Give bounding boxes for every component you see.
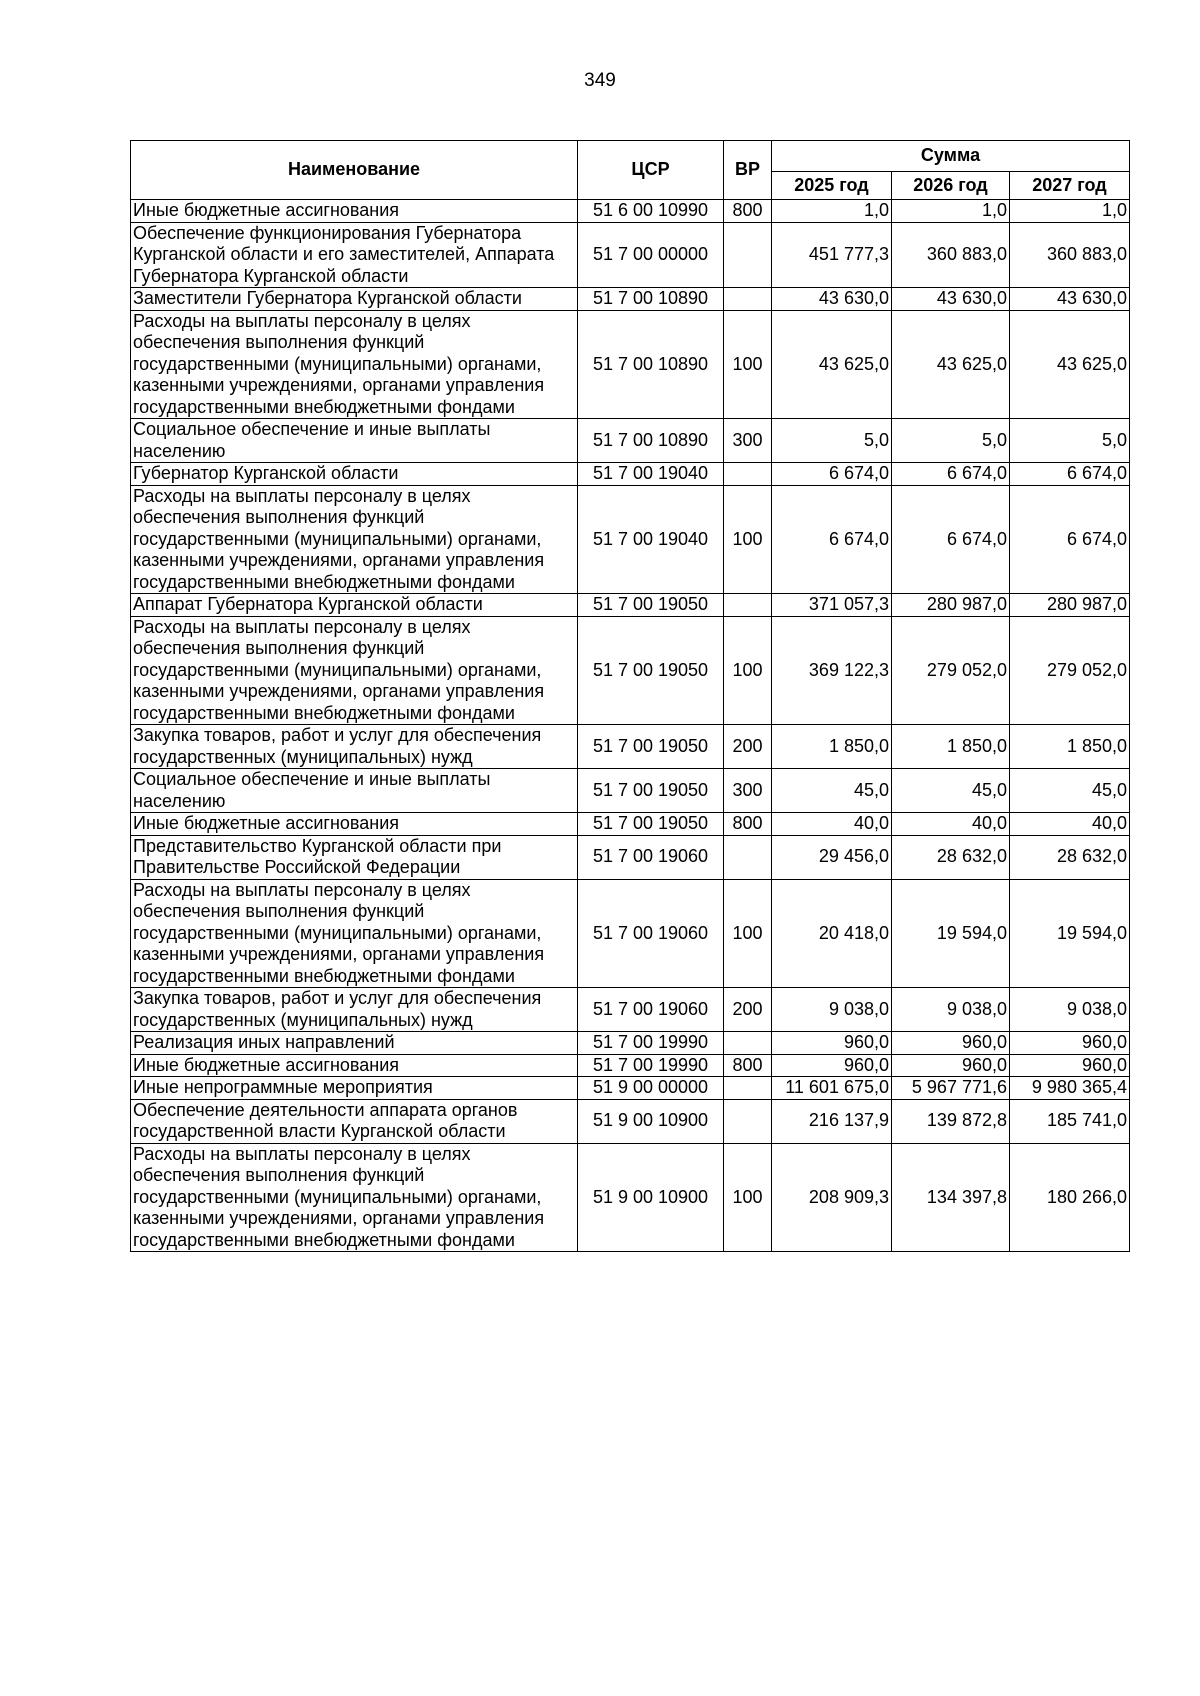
cell-csr: 51 7 00 19040 (578, 463, 724, 486)
cell-2025: 960,0 (772, 1032, 892, 1055)
header-sum: Сумма (772, 141, 1130, 172)
cell-name: Обеспечение деятельности аппарата органов государственной власти Курганской области (131, 1099, 578, 1143)
cell-name: Расходы на выплаты персоналу в целях обеспечения выполнения функций государственными (муниципальными) органами, казенными учреждениями, органами управления государственными внебюджетными фондами (131, 879, 578, 988)
cell-name: Социальное обеспечение и иные выплаты населению (131, 769, 578, 813)
cell-2025: 45,0 (772, 769, 892, 813)
cell-vr (724, 594, 772, 617)
cell-2026: 1,0 (892, 200, 1010, 223)
cell-2026: 5,0 (892, 419, 1010, 463)
budget-table (130, 140, 1130, 1252)
cell-name: Реализация иных направлений (131, 1032, 578, 1055)
table-row (131, 463, 1130, 486)
cell-2025: 960,0 (772, 1054, 892, 1077)
cell-vr: 300 (724, 769, 772, 813)
cell-2025: 1 850,0 (772, 725, 892, 769)
cell-vr: 800 (724, 1054, 772, 1077)
cell-2027: 28 632,0 (1010, 835, 1130, 879)
table-row (131, 1143, 1130, 1252)
cell-2025: 11 601 675,0 (772, 1077, 892, 1100)
table-row (131, 288, 1130, 311)
cell-2027: 45,0 (1010, 769, 1130, 813)
cell-2027: 43 625,0 (1010, 310, 1130, 419)
cell-2026: 43 630,0 (892, 288, 1010, 311)
cell-2025: 43 625,0 (772, 310, 892, 419)
cell-2025: 371 057,3 (772, 594, 892, 617)
cell-2026: 6 674,0 (892, 485, 1010, 594)
cell-2027: 960,0 (1010, 1032, 1130, 1055)
cell-name: Заместители Губернатора Курганской области (131, 288, 578, 311)
cell-csr: 51 7 00 10890 (578, 419, 724, 463)
cell-2026: 1 850,0 (892, 725, 1010, 769)
table-row (131, 200, 1130, 223)
cell-csr: 51 7 00 19050 (578, 616, 724, 725)
table-row (131, 1054, 1130, 1077)
cell-csr: 51 9 00 10900 (578, 1099, 724, 1143)
cell-vr (724, 1032, 772, 1055)
cell-vr: 200 (724, 725, 772, 769)
table-row (131, 310, 1130, 419)
cell-name: Расходы на выплаты персоналу в целях обеспечения выполнения функций государственными (муниципальными) органами, казенными учреждениями, органами управления государственными внебюджетными фондами (131, 485, 578, 594)
table-header (131, 141, 1130, 200)
cell-name: Аппарат Губернатора Курганской области (131, 594, 578, 617)
cell-2027: 960,0 (1010, 1054, 1130, 1077)
cell-csr: 51 9 00 00000 (578, 1077, 724, 1100)
table-row (131, 485, 1130, 594)
table-row (131, 988, 1130, 1032)
cell-2027: 40,0 (1010, 813, 1130, 836)
cell-csr: 51 6 00 10990 (578, 200, 724, 223)
cell-name: Иные бюджетные ассигнования (131, 1054, 578, 1077)
cell-vr (724, 463, 772, 486)
cell-name: Иные бюджетные ассигнования (131, 200, 578, 223)
page-number: 349 (584, 70, 616, 91)
table-row (131, 769, 1130, 813)
cell-vr: 100 (724, 310, 772, 419)
cell-2026: 28 632,0 (892, 835, 1010, 879)
cell-vr (724, 288, 772, 311)
table-row (131, 1032, 1130, 1055)
cell-vr (724, 222, 772, 288)
cell-name: Иные непрограммные мероприятия (131, 1077, 578, 1100)
cell-2025: 451 777,3 (772, 222, 892, 288)
cell-2027: 185 741,0 (1010, 1099, 1130, 1143)
table-row (131, 835, 1130, 879)
cell-csr: 51 7 00 10890 (578, 288, 724, 311)
cell-vr: 100 (724, 1143, 772, 1252)
cell-2025: 216 137,9 (772, 1099, 892, 1143)
cell-csr: 51 7 00 19060 (578, 835, 724, 879)
cell-vr (724, 835, 772, 879)
cell-2025: 6 674,0 (772, 485, 892, 594)
cell-name: Закупка товаров, работ и услуг для обеспечения государственных (муниципальных) нужд (131, 988, 578, 1032)
cell-name: Расходы на выплаты персоналу в целях обеспечения выполнения функций государственными (муниципальными) органами, казенными учреждениями, органами управления государственными внебюджетными фондами (131, 310, 578, 419)
header-2025: 2025 год (772, 172, 892, 200)
cell-2025: 43 630,0 (772, 288, 892, 311)
table-row (131, 725, 1130, 769)
cell-vr (724, 1077, 772, 1100)
table-row (131, 594, 1130, 617)
cell-csr: 51 7 00 19060 (578, 988, 724, 1032)
cell-csr: 51 7 00 19990 (578, 1054, 724, 1077)
table-row (131, 222, 1130, 288)
cell-name: Социальное обеспечение и иные выплаты населению (131, 419, 578, 463)
table-row (131, 1077, 1130, 1100)
table-row (131, 616, 1130, 725)
header-2027: 2027 год (1010, 172, 1130, 200)
cell-2026: 279 052,0 (892, 616, 1010, 725)
cell-2027: 9 038,0 (1010, 988, 1130, 1032)
cell-2026: 40,0 (892, 813, 1010, 836)
cell-2027: 280 987,0 (1010, 594, 1130, 617)
cell-vr: 300 (724, 419, 772, 463)
cell-csr: 51 9 00 10900 (578, 1143, 724, 1252)
cell-vr (724, 1099, 772, 1143)
cell-2025: 20 418,0 (772, 879, 892, 988)
table-row (131, 419, 1130, 463)
cell-csr: 51 7 00 19060 (578, 879, 724, 988)
cell-2025: 40,0 (772, 813, 892, 836)
cell-csr: 51 7 00 19990 (578, 1032, 724, 1055)
cell-name: Иные бюджетные ассигнования (131, 813, 578, 836)
cell-vr: 100 (724, 879, 772, 988)
cell-name: Обеспечение функционирования Губернатора Курганской области и его заместителей, Аппарата Губернатора Курганской области (131, 222, 578, 288)
cell-2027: 180 266,0 (1010, 1143, 1130, 1252)
cell-2026: 19 594,0 (892, 879, 1010, 988)
cell-2027: 43 630,0 (1010, 288, 1130, 311)
cell-name: Закупка товаров, работ и услуг для обеспечения государственных (муниципальных) нужд (131, 725, 578, 769)
header-2026: 2026 год (892, 172, 1010, 200)
cell-vr: 100 (724, 616, 772, 725)
cell-csr: 51 7 00 19050 (578, 769, 724, 813)
cell-2026: 43 625,0 (892, 310, 1010, 419)
cell-csr: 51 7 00 19050 (578, 813, 724, 836)
cell-vr: 800 (724, 200, 772, 223)
cell-2025: 6 674,0 (772, 463, 892, 486)
cell-2027: 1,0 (1010, 200, 1130, 223)
cell-2026: 960,0 (892, 1032, 1010, 1055)
cell-2025: 1,0 (772, 200, 892, 223)
cell-2025: 9 038,0 (772, 988, 892, 1032)
cell-2027: 19 594,0 (1010, 879, 1130, 988)
cell-2025: 369 122,3 (772, 616, 892, 725)
cell-vr: 200 (724, 988, 772, 1032)
table-row (131, 879, 1130, 988)
cell-csr: 51 7 00 00000 (578, 222, 724, 288)
cell-csr: 51 7 00 19050 (578, 725, 724, 769)
cell-name: Расходы на выплаты персоналу в целях обеспечения выполнения функций государственными (муниципальными) органами, казенными учреждениями, органами управления государственными внебюджетными фондами (131, 1143, 578, 1252)
cell-name: Расходы на выплаты персоналу в целях обеспечения выполнения функций государственными (муниципальными) органами, казенными учреждениями, органами управления государственными внебюджетными фондами (131, 616, 578, 725)
cell-2026: 6 674,0 (892, 463, 1010, 486)
cell-2025: 208 909,3 (772, 1143, 892, 1252)
cell-2026: 9 038,0 (892, 988, 1010, 1032)
cell-2026: 5 967 771,6 (892, 1077, 1010, 1100)
cell-2027: 5,0 (1010, 419, 1130, 463)
cell-2027: 6 674,0 (1010, 485, 1130, 594)
header-csr: ЦСР (578, 141, 724, 200)
cell-2027: 6 674,0 (1010, 463, 1130, 486)
cell-csr: 51 7 00 10890 (578, 310, 724, 419)
cell-vr: 800 (724, 813, 772, 836)
cell-name: Губернатор Курганской области (131, 463, 578, 486)
cell-2026: 280 987,0 (892, 594, 1010, 617)
cell-2025: 29 456,0 (772, 835, 892, 879)
header-vr: ВР (724, 141, 772, 200)
cell-csr: 51 7 00 19050 (578, 594, 724, 617)
table-row (131, 1099, 1130, 1143)
header-name: Наименование (131, 141, 578, 200)
table-body (131, 200, 1130, 1252)
cell-2026: 960,0 (892, 1054, 1010, 1077)
table-row (131, 813, 1130, 836)
cell-2027: 279 052,0 (1010, 616, 1130, 725)
cell-2025: 5,0 (772, 419, 892, 463)
cell-2026: 139 872,8 (892, 1099, 1010, 1143)
cell-2027: 360 883,0 (1010, 222, 1130, 288)
cell-csr: 51 7 00 19040 (578, 485, 724, 594)
cell-2026: 45,0 (892, 769, 1010, 813)
cell-2027: 9 980 365,4 (1010, 1077, 1130, 1100)
cell-vr: 100 (724, 485, 772, 594)
cell-2027: 1 850,0 (1010, 725, 1130, 769)
cell-2026: 360 883,0 (892, 222, 1010, 288)
cell-name: Представительство Курганской области при Правительстве Российской Федерации (131, 835, 578, 879)
cell-2026: 134 397,8 (892, 1143, 1010, 1252)
